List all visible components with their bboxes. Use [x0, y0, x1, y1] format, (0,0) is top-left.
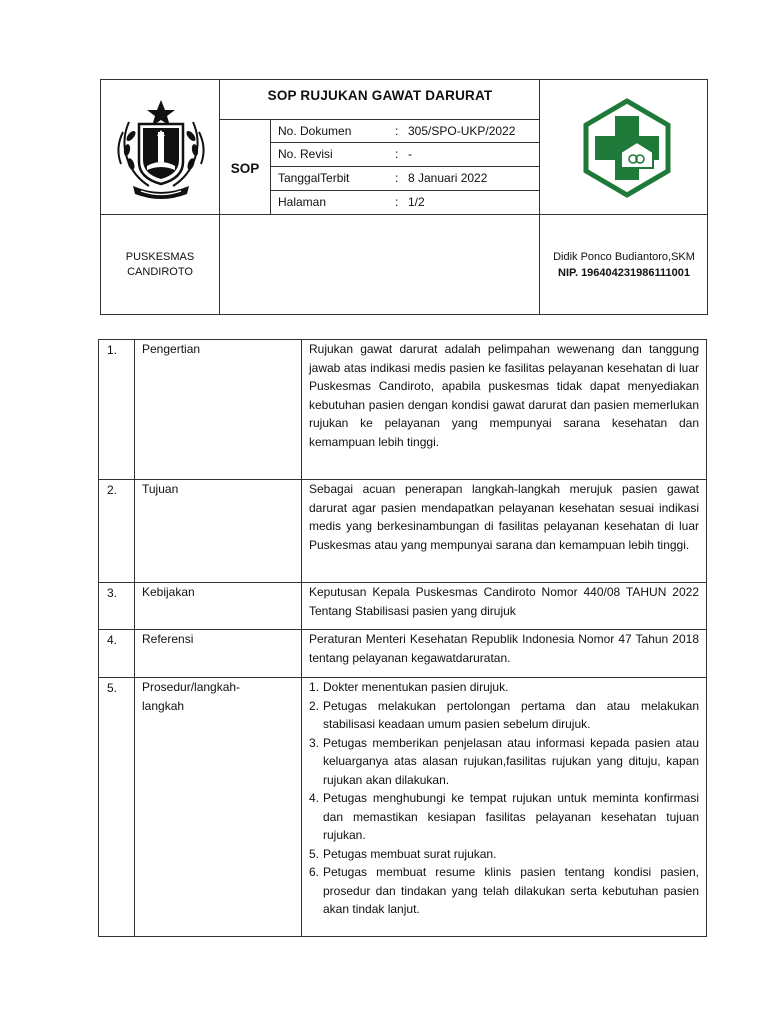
meta-key: Halaman [278, 195, 327, 209]
meta-key: No. Revisi [278, 147, 333, 161]
procedure-step [309, 678, 699, 697]
procedure-steps [309, 678, 699, 919]
meta-key: TanggalTerbit [278, 171, 350, 185]
row-content: Sebagai acuan penerapan langkah-langkah merujuk pasien gawat darurat agar pasien mendapatkan pelayanan kesehatan sesuai indikasi medis yang berkesinambungan di fasilitas pelayanan kesehatan di luar Puskesmas atau yang mempunyai sarana dan kemampuan lebih tinggi. [309, 482, 699, 552]
meta-value: 1/2 [408, 195, 425, 209]
step-text: Petugas membuat surat rujukan. [323, 846, 497, 861]
signer-block [539, 214, 709, 315]
meta-sep: : [395, 171, 399, 185]
document-title: SOP RUJUKAN GAWAT DARURAT [267, 88, 493, 103]
row-label: Prosedur/langkah-langkah [142, 680, 241, 713]
organization-name [101, 214, 219, 315]
row-number: 2. [107, 483, 118, 497]
step-number: 1. [309, 680, 320, 694]
signer-name: Didik Ponco Budiantoro,SKM [553, 250, 695, 263]
meta-sep: : [395, 124, 399, 138]
meta-row-issue-date [271, 166, 539, 190]
row-label: Kebijakan [142, 585, 195, 599]
step-text: Petugas memberikan penjelasan atau informasi kepada pasien atau keluarganya atas alasan rujukan,fasilitas rujukan yang dituju, kapan rujukan akan dilakukan. [323, 735, 699, 787]
row-label: Referensi [142, 632, 194, 646]
procedure-step [309, 863, 699, 919]
org-line-2: CANDIROTO [127, 265, 193, 278]
meta-key: No. Dokumen [278, 124, 352, 138]
meta-value: - [408, 147, 412, 161]
row-number: 3. [107, 586, 118, 600]
row-content: Peraturan Menteri Kesehatan Republik Indonesia Nomor 47 Tahun 2018 tentang pelayanan kegawatdaruratan. [309, 632, 699, 665]
meta-row-document-number [271, 119, 539, 143]
signer-nip: NIP. 196404231986111001 [558, 266, 690, 279]
meta-row-page [271, 190, 539, 214]
meta-value: 305/SPO-UKP/2022 [408, 124, 516, 138]
coat-of-arms-logo [109, 92, 213, 204]
sop-label: SOP [230, 160, 260, 176]
step-text: Dokter menentukan pasien dirujuk. [323, 680, 509, 694]
row-label: Pengertian [142, 342, 201, 356]
step-number: 3. [309, 735, 320, 750]
row-content: Rujukan gawat darurat adalah pelimpahan wewenang dan tanggung jawab atas indikasi medis pasien ke fasilitas pelayanan kesehatan di luar Puskesmas Candiroto, apabila puskesmas tidak dapat menyediakan kebutuhan pasien dengan kondisi gawat darurat dan pasien memerlukan rujukan ke pelayanan yang mempunyai sarana kesehatan dan kemampuan lebih tinggi. [309, 342, 699, 449]
puskesmas-logo [577, 98, 677, 198]
procedure-step [309, 697, 699, 734]
step-text: Petugas membuat resume klinis pasien tentang kondisi pasien, prosedur dan tindakan yang telah dilakukan serta kebutuhan pasien akan tindak lanjut. [323, 865, 699, 916]
step-number: 5. [309, 846, 320, 861]
sop-header [100, 79, 708, 315]
row-number: 4. [107, 633, 118, 647]
procedure-step [309, 734, 699, 790]
sop-content-table [98, 339, 707, 937]
meta-row-revision [271, 142, 539, 166]
row-number: 5. [107, 681, 118, 695]
row-number: 1. [107, 343, 118, 357]
meta-value: 8 Januari 2022 [408, 171, 488, 185]
row-content: Keputusan Kepala Puskesmas Candiroto Nomor 440/08 TAHUN 2022 Tentang Stabilisasi pasien yang dirujuk [309, 585, 699, 618]
meta-sep: : [395, 147, 399, 161]
step-text: Petugas melakukan pertolongan pertama dan atau melakukan stabilisasi keadaan umum pasien sebelum dirujuk. [323, 698, 699, 731]
step-number: 6. [309, 865, 320, 879]
step-number: 2. [309, 698, 320, 713]
step-number: 4. [309, 791, 320, 805]
procedure-step [309, 789, 699, 845]
meta-sep: : [395, 195, 399, 209]
procedure-step [309, 845, 699, 864]
step-text: Petugas menghubungi ke tempat rujukan untuk meminta konfirmasi dan memastikan kesiapan fasilitas pelayanan kesehatan tujuan rujukan. [323, 791, 699, 842]
row-label: Tujuan [142, 482, 179, 496]
org-line-1: PUSKESMAS [125, 250, 195, 263]
